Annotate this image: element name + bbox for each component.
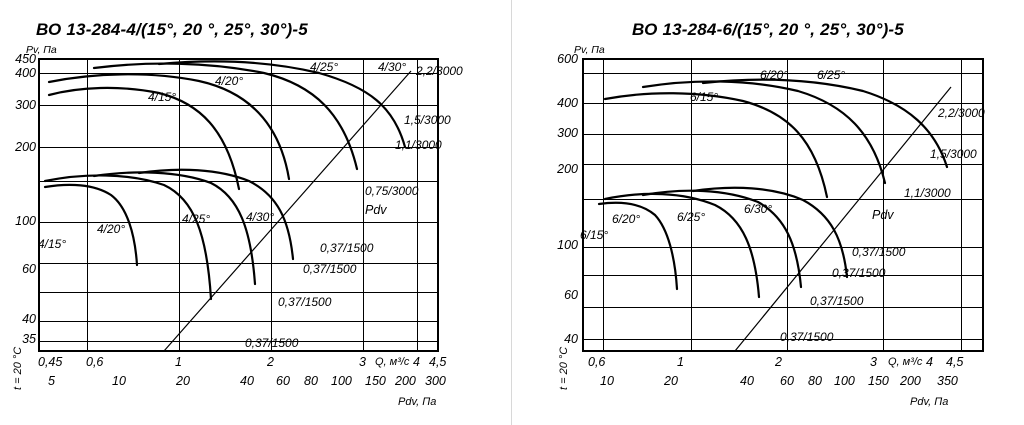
power-label: 0,37/1500: [320, 241, 374, 255]
y-tick-label: 40: [564, 332, 578, 346]
curve-label: 6/25°: [817, 68, 846, 82]
power-label: 1,5/3000: [930, 147, 977, 161]
pdv-tick-label: 100: [331, 374, 352, 388]
x-tick-label: 4,5: [946, 355, 964, 369]
pdv-tick-label: 300: [425, 374, 446, 388]
power-label: 1,5/3000: [404, 113, 451, 127]
y-axis-label-right: Рv, Па: [574, 44, 605, 56]
pdv-tick-label: 60: [780, 374, 794, 388]
y-tick-label: 400: [15, 66, 36, 80]
pdv-tick-label: 20: [664, 374, 678, 388]
pdv-tick-label: 5: [48, 374, 55, 388]
y-tick-label: 100: [15, 214, 36, 228]
x-tick-label: 4: [926, 355, 933, 369]
curve-label: 4/30°: [378, 60, 407, 74]
power-label: 0,37/1500: [832, 266, 886, 280]
x-tick-label: 0,6: [86, 355, 104, 369]
power-label: 0,37/1500: [303, 262, 357, 276]
power-label: 0,37/1500: [245, 336, 299, 350]
power-label: 0,37/1500: [852, 245, 906, 259]
pdv-marker-label: Pdv: [872, 208, 894, 222]
power-label: 1,1/3000: [395, 138, 442, 152]
y-tick-label: 60: [22, 262, 36, 276]
y-axis-label-left: Рv, Па: [26, 44, 57, 56]
x-tick-label: 2: [775, 355, 782, 369]
pdv-tick-label: 40: [740, 374, 754, 388]
pdv-tick-label: 80: [808, 374, 822, 388]
pdv-tick-label: 150: [868, 374, 889, 388]
pdv-tick-label: 40: [240, 374, 254, 388]
pdv-axis-label-right: Pdv, Па: [910, 396, 949, 408]
y-tick-label: 200: [557, 162, 578, 176]
curve-label: 4/25°: [182, 212, 211, 226]
power-label: 0,37/1500: [278, 295, 332, 309]
pdv-tick-label: 100: [834, 374, 855, 388]
power-label: 2,2/3000: [938, 106, 985, 120]
curve-label: 6/20°: [612, 212, 641, 226]
curve-label: 4/30°: [246, 210, 275, 224]
x-axis-label-right: Q, м³/с: [888, 356, 923, 368]
power-label: 0,37/1500: [810, 294, 864, 308]
pdv-tick-label: 10: [600, 374, 614, 388]
x-tick-label: 4,5: [429, 355, 447, 369]
x-tick-label: 0,6: [588, 355, 606, 369]
curve-label: 6/15°: [580, 228, 609, 242]
power-label: 0,37/1500: [780, 330, 834, 344]
temp-label-right: t = 20 °С: [558, 346, 570, 390]
temp-label-left: t = 20 °С: [12, 346, 24, 390]
pdv-axis-label-left: Pdv, Па: [398, 396, 437, 408]
pdv-tick-label: 10: [112, 374, 126, 388]
power-label: 2,2/3000: [416, 64, 463, 78]
pdv-tick-label: 350: [937, 374, 958, 388]
x-tick-label: 0,45: [38, 355, 63, 369]
y-tick-label: 40: [22, 312, 36, 326]
x-tick-label: 3: [870, 355, 877, 369]
curve-label: 4/25°: [310, 60, 339, 74]
curve-label: 4/15°: [38, 237, 67, 251]
x-tick-label: 1: [175, 355, 182, 369]
y-tick-label: 600: [557, 52, 578, 66]
x-axis-label-left: Q, м³/с: [375, 356, 410, 368]
y-tick-label: 100: [557, 238, 578, 252]
y-tick-label: 200: [15, 140, 36, 154]
chart-panel-right: [512, 0, 1024, 425]
curve-label: 6/20°: [760, 68, 789, 82]
chart-title-right: ВО 13-284-6/(15°, 20 °, 25°, 30°)-5: [632, 20, 904, 39]
plot-area-right: [582, 58, 984, 352]
pdv-marker-label: Pdv: [365, 203, 387, 217]
curve-label: 6/30°: [744, 202, 773, 216]
x-tick-label: 1: [677, 355, 684, 369]
power-label: 1,1/3000: [904, 186, 951, 200]
y-tick-label: 60: [564, 288, 578, 302]
pdv-tick-label: 80: [304, 374, 318, 388]
x-tick-label: 4: [413, 355, 420, 369]
x-tick-label: 3: [359, 355, 366, 369]
y-tick-label: 300: [15, 98, 36, 112]
chart-title-left: ВО 13-284-4/(15°, 20 °, 25°, 30°)-5: [36, 20, 308, 39]
curves-right: [583, 59, 983, 351]
pdv-tick-label: 200: [900, 374, 921, 388]
pdv-tick-label: 60: [276, 374, 290, 388]
y-tick-label: 300: [557, 126, 578, 140]
pdv-tick-label: 150: [365, 374, 386, 388]
curve-label: 4/15°: [148, 90, 177, 104]
curve-label: 6/25°: [677, 210, 706, 224]
pdv-tick-label: 200: [395, 374, 416, 388]
curve-label: 4/20°: [215, 74, 244, 88]
curve-label: 6/15°: [690, 90, 719, 104]
curve-label: 4/20°: [97, 222, 126, 236]
y-tick-label: 35: [22, 332, 36, 346]
y-tick-label: 450: [15, 52, 36, 66]
x-tick-label: 2: [267, 355, 274, 369]
pdv-tick-label: 20: [176, 374, 190, 388]
y-tick-label: 400: [557, 96, 578, 110]
power-label: 0,75/3000: [365, 184, 419, 198]
